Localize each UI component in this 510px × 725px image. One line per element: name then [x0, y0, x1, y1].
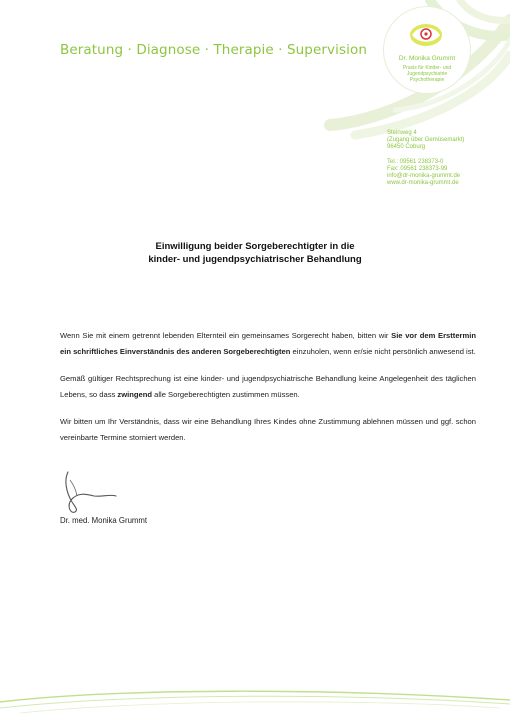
paragraph-text: einzuholen, wenn er/sie nicht persönlich anwesend ist. [290, 347, 476, 356]
paragraph-text: Gemäß gültiger Rechtsprechung ist eine kinder- und jugendpsychiatrische Behandlung keine Angelegenheit des täglichen Lebens, so dass [60, 374, 476, 399]
address-web[interactable]: www.dr-monika-grummt.de [387, 180, 459, 187]
document-title [60, 240, 450, 266]
address-city: 96450 Coburg [387, 144, 426, 151]
address-phone: Tel.: 09561 238373-0 [387, 158, 444, 165]
title-line: kinder- und jugendpsychiatrischer Behandlung [148, 254, 362, 265]
address-street: Steinweg 4 [387, 130, 417, 136]
document-body [60, 328, 476, 457]
paragraph-2 [60, 371, 476, 403]
handwritten-signature [58, 470, 128, 515]
paragraph-1 [60, 328, 476, 360]
paragraph-emphasis: zwingend [117, 390, 153, 399]
decorative-footer-wave [0, 680, 510, 725]
contact-address [387, 130, 464, 187]
eye-logo-icon [408, 20, 444, 50]
address-fax: Fax: 09561 238373-99 [387, 165, 448, 172]
paragraph-3: Wir bitten um Ihr Verständnis, dass wir eine Behandlung Ihres Kindes ohne Zustimmung ablehnen müssen und ggf. schon vereinbarte Termine storniert werden. [60, 417, 476, 442]
logo-subtitle-line: Jugendpsychiatrie [406, 71, 448, 77]
logo-subtitle [384, 65, 470, 83]
practice-tagline: Beratung · Diagnose · Therapie · Supervision [60, 42, 367, 58]
title-line: Einwilligung beider Sorgeberechtigter in die [155, 241, 355, 252]
paragraph-emphasis: Sie vor dem Ersttermin ein schriftliches Einverständnis des anderen Sorgeberechtigten [60, 331, 476, 356]
logo-subtitle-line: Praxis für Kinder- und [402, 65, 452, 71]
address-note: (Zugang über Gemüsemarkt) [387, 137, 465, 144]
paragraph-text: alle Sorgeberechtigten zustimmen müssen. [152, 390, 300, 399]
logo-subtitle-line: Psychotherapie [409, 77, 445, 83]
address-email[interactable]: info@dr-monika-grummt.de [387, 173, 461, 180]
logo-name: Dr. Monika Grummt [398, 55, 456, 62]
paragraph-text: Wenn Sie mit einem getrennt lebenden Elternteil ein gemeinsames Sorgerecht haben, bitten wir [60, 331, 392, 340]
signer-name: Dr. med. Monika Grummt [60, 516, 148, 525]
